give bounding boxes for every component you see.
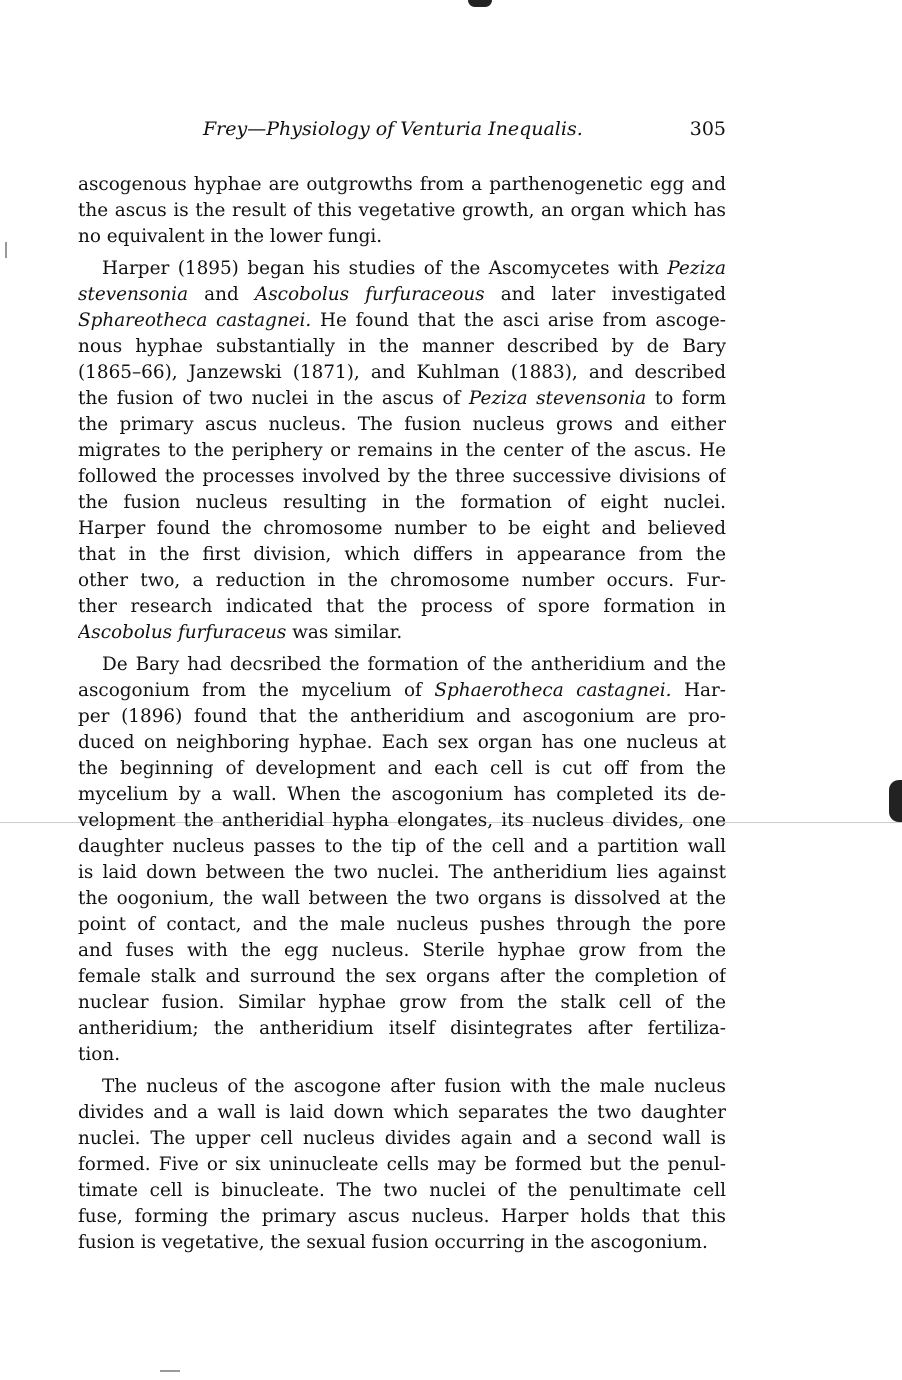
text-line: that in the first division, which differs in appearance from the	[78, 544, 726, 565]
text-line: the beginning of development and each cell is cut off from the	[78, 758, 726, 779]
binding-mark-top	[468, 0, 492, 7]
text-line: stevensonia and Ascobolus furfuraceous and later investigated	[78, 284, 726, 305]
page-header	[78, 118, 726, 144]
text-line: no equivalent in the lower fungi.	[78, 226, 383, 247]
text-line: the ascus is the result of this vegetative growth, an organ which has	[78, 200, 726, 221]
text-line: and fuses with the egg nucleus. Sterile hyphae grow from the	[78, 940, 726, 961]
text-line: De Bary had decsribed the formation of the antheridium and the	[102, 654, 726, 675]
body-text	[78, 172, 726, 1256]
text-line: formed. Five or six uninucleate cells may be formed but the penul-	[78, 1154, 726, 1175]
text-line: daughter nucleus passes to the tip of the cell and a partition wall	[78, 836, 726, 857]
paragraph	[78, 256, 726, 646]
text-line: the primary ascus nucleus. The fusion nucleus grows and either	[78, 414, 726, 435]
text-line: antheridium; the antheridium itself disintegrates after fertiliza-	[78, 1018, 726, 1039]
text-line: point of contact, and the male nucleus pushes through the pore	[78, 914, 726, 935]
text-line: The nucleus of the ascogone after fusion with the male nucleus	[102, 1076, 726, 1097]
running-title: Frey—Physiology of Venturia Inequalis.	[203, 118, 583, 140]
text-line: Ascobolus furfuraceus was similar.	[78, 622, 403, 643]
text-line: the fusion of two nuclei in the ascus of Peziza stevensonia to form	[78, 388, 726, 409]
text-line: Harper (1895) began his studies of the Ascomycetes with Peziza	[102, 258, 726, 279]
scan-artifact	[5, 242, 7, 258]
page-number: 305	[689, 118, 726, 140]
text-line: followed the processes involved by the three successive divisions of	[78, 466, 726, 487]
text-line: other two, a reduction in the chromosome number occurs. Fur-	[78, 570, 726, 591]
paragraph	[78, 1074, 726, 1256]
binding-mark-right	[889, 780, 902, 822]
text-line: migrates to the periphery or remains in the center of the ascus. He	[78, 440, 726, 461]
text-line: nuclei. The upper cell nucleus divides again and a second wall is	[78, 1128, 726, 1149]
text-line: nuclear fusion. Similar hyphae grow from the stalk cell of the	[78, 992, 726, 1013]
text-line: Harper found the chromosome number to be eight and believed	[78, 518, 726, 539]
text-line: timate cell is binucleate. The two nuclei of the penultimate cell	[78, 1180, 726, 1201]
text-line: tion.	[78, 1044, 121, 1065]
text-line: duced on neighboring hyphae. Each sex organ has one nucleus at	[78, 732, 726, 753]
text-line: ascogonium from the mycelium of Sphaerotheca castagnei. Har-	[78, 680, 726, 701]
text-line: ther research indicated that the process of spore formation in	[78, 596, 726, 617]
text-line: Sphareotheca castagnei. He found that the asci arise from ascoge-	[78, 310, 726, 331]
text-line: the fusion nucleus resulting in the formation of eight nuclei.	[78, 492, 726, 513]
text-line: fusion is vegetative, the sexual fusion occurring in the ascogonium.	[78, 1232, 708, 1253]
scan-artifact	[160, 1370, 180, 1372]
text-line: female stalk and surround the sex organs after the completion of	[78, 966, 726, 987]
text-line: fuse, forming the primary ascus nucleus. Harper holds that this	[78, 1206, 726, 1227]
text-line: mycelium by a wall. When the ascogonium has completed its de-	[78, 784, 726, 805]
text-line: ascogenous hyphae are outgrowths from a parthenogenetic egg and	[78, 174, 726, 195]
text-line: nous hyphae substantially in the manner described by de Bary	[78, 336, 726, 357]
text-line: velopment the antheridial hypha elongates, its nucleus divides, one	[78, 810, 726, 831]
text-line: the oogonium, the wall between the two organs is dissolved at the	[78, 888, 726, 909]
text-line: divides and a wall is laid down which separates the two daughter	[78, 1102, 726, 1123]
text-line: (1865–66), Janzewski (1871), and Kuhlman (1883), and described	[78, 362, 726, 383]
paragraph	[78, 652, 726, 1068]
paragraph	[78, 172, 726, 250]
text-line: is laid down between the two nuclei. The antheridium lies against	[78, 862, 726, 883]
text-line: per (1896) found that the antheridium and ascogonium are pro-	[78, 706, 726, 727]
